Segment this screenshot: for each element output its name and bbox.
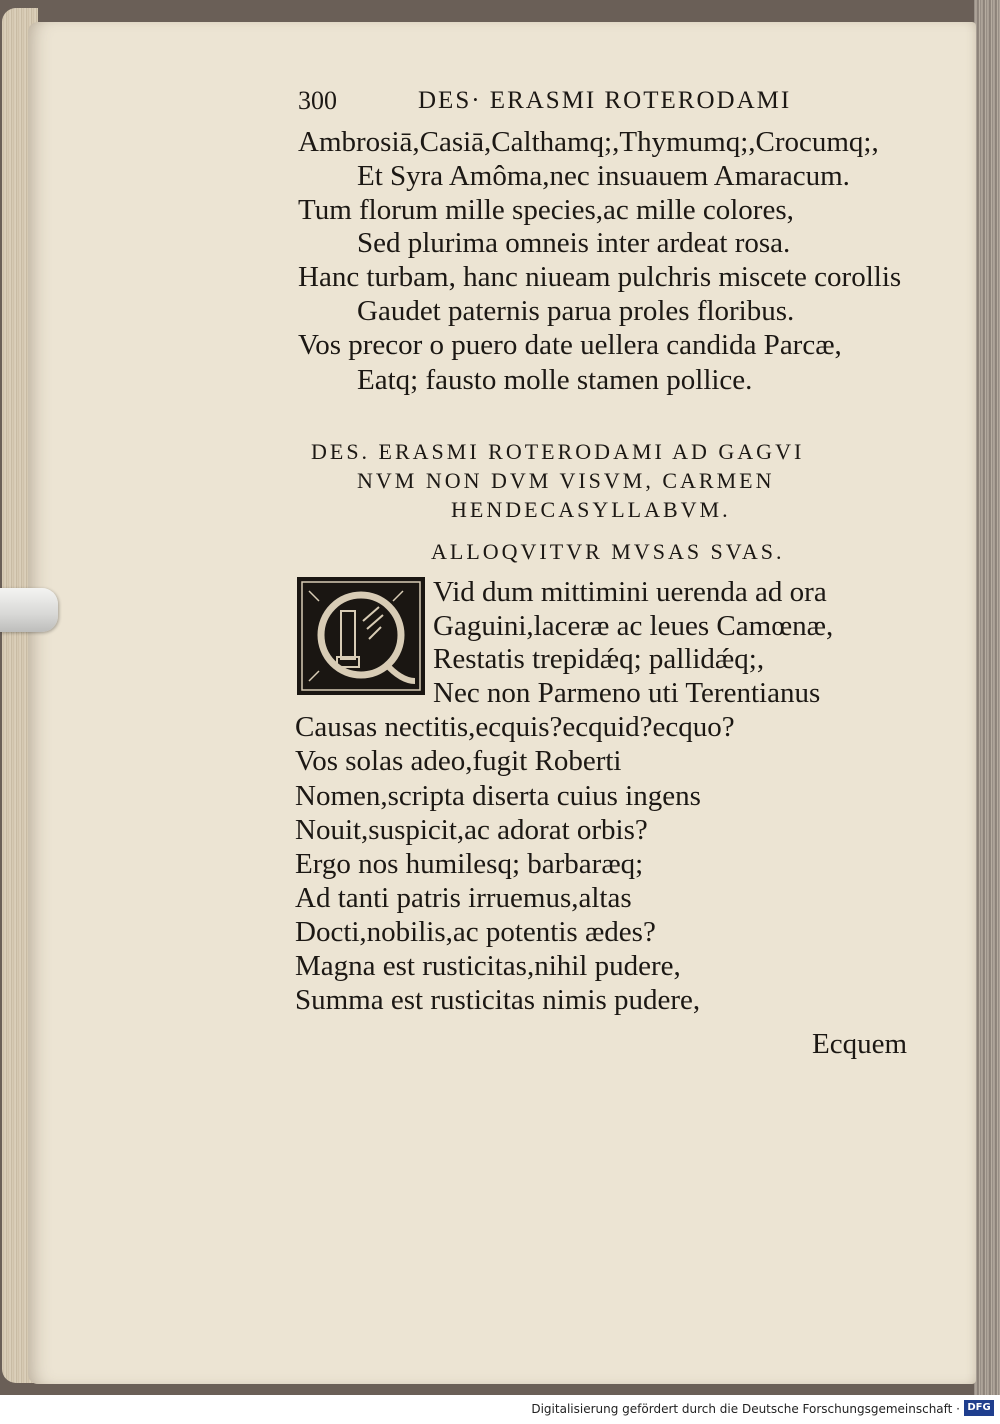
poem2-line: Vos solas adeo,fugit Roberti	[295, 745, 622, 777]
poem2-line: Ergo nos humilesq; barbaræq;	[295, 848, 644, 880]
poem2-line: Docti,nobilis,ac potentis ædes?	[295, 916, 656, 948]
poem1-line: Eatq; fausto molle stamen pollice.	[357, 364, 753, 396]
poem2-line: Gaguini,laceræ ac leues Camœnæ,	[433, 610, 834, 642]
poem2-line: Nec non Parmeno uti Terentianus	[433, 677, 821, 709]
poem1-line: Sed plurima omneis inter ardeat rosa.	[357, 227, 791, 259]
woodcut-initial-icon	[297, 577, 425, 695]
poem2-line: Vid dum mittimini uerenda ad ora	[433, 576, 827, 608]
running-title: DES· ERASMI ROTERODAMI	[418, 87, 792, 114]
dfg-logo: DFG	[964, 1400, 994, 1416]
poem2-line: Summa est rusticitas nimis pudere,	[295, 984, 701, 1016]
heading-line-2: NVM NON DVM VISVM, CARMEN	[357, 468, 775, 493]
poem1-line: Ambrosiā,Casiā,Calthamq;,Thymumq;,Crocumq;,	[298, 126, 879, 158]
poem2-line: Restatis trepidǽq; pallidǽq;,	[433, 643, 765, 675]
decorated-initial	[297, 577, 425, 695]
poem1-line: Tum florum mille species,ac mille colores,	[298, 194, 794, 226]
poem1-line: Et Syra Amôma,nec insuauem Amaracum.	[357, 160, 850, 192]
poem1-line: Vos precor o puero date uellera candida Parcæ,	[298, 329, 842, 361]
catchword: Ecquem	[812, 1028, 908, 1060]
poem2-line: Causas nectitis,ecquis?ecquid?ecquo?	[295, 711, 735, 743]
digitization-credit: Digitalisierung gefördert durch die Deutsche Forschungsgemeinschaft ·	[531, 1402, 960, 1416]
poem1-line: Gaudet paternis parua proles floribus.	[357, 295, 795, 327]
poem2-line: Magna est rusticitas,nihil pudere,	[295, 950, 681, 982]
heading-line-1: DES. ERASMI ROTERODAMI AD GAGVI	[311, 439, 805, 464]
heading-line-3: HENDECASYLLABVM.	[451, 497, 731, 522]
poem1-line: Hanc turbam, hanc niueam pulchris miscete corollis	[298, 261, 902, 293]
poem2-line: Ad tanti patris irruemus,altas	[295, 882, 632, 914]
page-number: 300	[298, 86, 337, 115]
right-page-edges	[974, 0, 1000, 1395]
poem2-line: Nouit,suspicit,ac adorat orbis?	[295, 814, 648, 846]
subheading: ALLOQVITVR MVSAS SVAS.	[431, 539, 785, 564]
page-clip	[0, 588, 58, 632]
poem2-line: Nomen,scripta diserta cuius ingens	[295, 780, 701, 812]
